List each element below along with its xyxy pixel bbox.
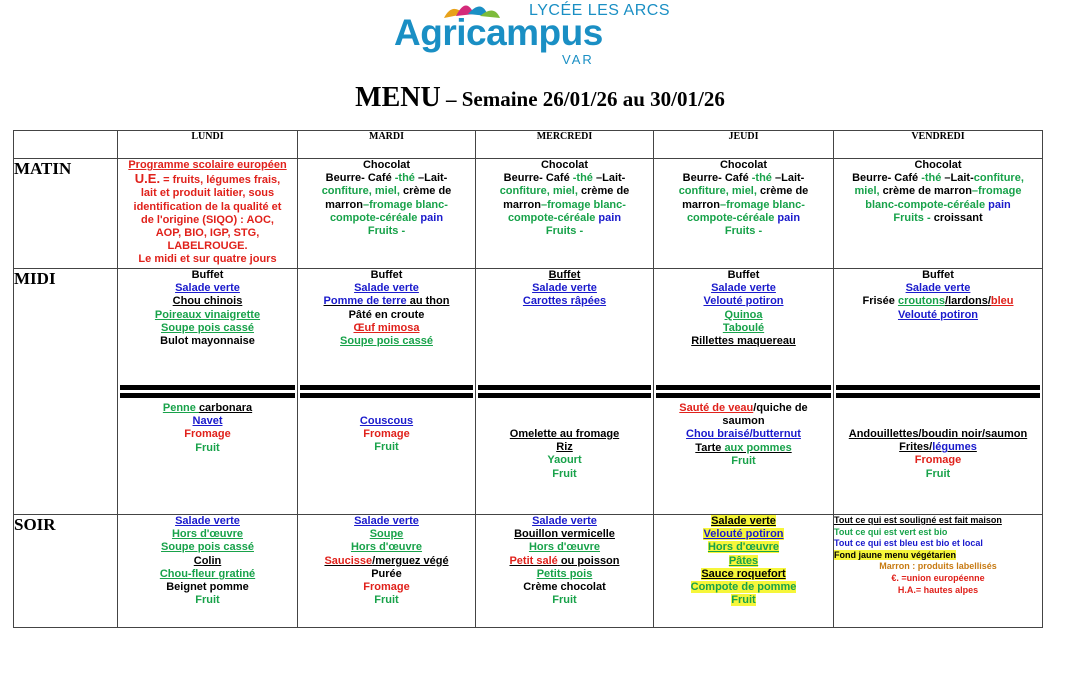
- menu-text: Hors d'œuvre: [707, 541, 780, 554]
- menu-item: Soupe pois cassé: [340, 335, 433, 348]
- menu-item: Salade verte: [905, 282, 971, 295]
- menu-item: [476, 172, 653, 185]
- menu-item: de l'origine (SIQO) : AOC,: [141, 213, 274, 226]
- menu-item: [654, 541, 833, 554]
- menu-item: Chou braisé/butternut: [686, 428, 801, 441]
- menu-text: confiture, miel,: [321, 185, 403, 198]
- menu-text: pain: [598, 211, 622, 224]
- menu-item: Carottes râpées: [522, 295, 607, 308]
- menu-item: [476, 555, 653, 568]
- midi-row: [14, 269, 1043, 515]
- midi-entrees: [298, 269, 475, 381]
- menu-item: Fruit: [374, 441, 399, 454]
- menu-item: identification de la qualité et: [133, 200, 282, 213]
- menu-item: Fromage: [363, 581, 410, 594]
- menu-item: Œuf mimosa: [353, 321, 420, 334]
- midi-entrees: [118, 269, 297, 381]
- matin-vendredi: [834, 159, 1043, 269]
- menu-item: Chocolat: [914, 159, 962, 171]
- menu-item: Buffet: [727, 269, 760, 281]
- menu-item: Chocolat: [719, 159, 768, 171]
- menu-item: [476, 199, 653, 212]
- menu-text: crème de: [402, 185, 452, 198]
- row-label-soir: SOIR: [14, 515, 118, 628]
- midi-entrees: [654, 269, 833, 381]
- midi-plats: [654, 399, 833, 468]
- menu-item: Fruit: [925, 467, 951, 480]
- menu-item: [834, 295, 1042, 308]
- menu-item: Crème chocolat: [523, 581, 606, 594]
- menu-text: au thon: [406, 295, 450, 308]
- day-header-lundi: LUNDI: [118, 131, 298, 159]
- corner-cell: [14, 131, 118, 159]
- menu-text: Fruit: [731, 594, 756, 607]
- menu-item: [298, 172, 475, 185]
- menu-item: Hors d'œuvre: [171, 528, 244, 541]
- menu-text: légumes: [932, 441, 977, 454]
- separator-bar: [120, 393, 295, 398]
- menu-text: Pâtes: [728, 554, 759, 567]
- soir-mercredi: [476, 515, 654, 628]
- day-header-vendredi: VENDREDI: [834, 131, 1043, 159]
- menu-text: pain: [420, 211, 444, 224]
- logo-school-name: LYCÉE LES ARCS: [529, 2, 670, 19]
- midi-separator: [654, 381, 833, 399]
- menu-item: Salade verte: [175, 282, 240, 295]
- menu-item: Colin: [193, 554, 222, 567]
- menu-text: –fromage blanc-: [719, 198, 805, 211]
- midi-jeudi: [654, 269, 834, 515]
- menu-text: Fruits -: [893, 211, 934, 224]
- midi-vendredi: [834, 269, 1043, 515]
- menu-text: –Lait-: [774, 172, 805, 185]
- midi-plats: [298, 399, 475, 455]
- menu-item: Hors d'œuvre: [528, 541, 601, 554]
- ue-label: U.E.: [134, 171, 161, 187]
- menu-item: Fruits -: [545, 225, 584, 238]
- menu-item: Chou-fleur gratiné: [159, 567, 256, 580]
- menu-text: -thé: [921, 172, 945, 185]
- menu-item: Quinoa: [724, 308, 763, 321]
- menu-text: aux pommes: [724, 441, 792, 454]
- menu-text: Frisée: [862, 295, 898, 308]
- menu-text: Frites/: [899, 441, 933, 454]
- midi-separator: [834, 381, 1042, 399]
- menu-text: Saucisse: [324, 554, 373, 567]
- menu-text: –fromage: [971, 185, 1022, 198]
- menu-item: Riz: [556, 441, 573, 454]
- menu-item: Buffet: [548, 269, 581, 281]
- menu-text: Beurre- Café: [682, 172, 752, 185]
- day-header-jeudi: JEUDI: [654, 131, 834, 159]
- menu-item: [298, 212, 475, 225]
- menu-text: compote-céréale: [686, 211, 778, 224]
- menu-item: Fromage: [184, 428, 231, 441]
- menu-item: Salade verte: [175, 515, 240, 527]
- matin-mercredi: [476, 159, 654, 269]
- midi-separator: [298, 381, 475, 399]
- menu-text: -thé: [751, 172, 775, 185]
- menu-item: Le midi et sur quatre jours: [138, 253, 277, 266]
- menu-text: marron: [503, 198, 541, 211]
- menu-item: Salade verte: [711, 282, 776, 295]
- menu-item: [834, 212, 1042, 225]
- menu-text: /quiche de: [753, 402, 808, 414]
- menu-item: Fromage: [914, 454, 962, 467]
- midi-plats: [118, 399, 297, 455]
- menu-item: Yaourt: [547, 454, 582, 467]
- menu-item: Bulot mayonnaise: [160, 335, 255, 348]
- menu-text: crème de marron: [882, 185, 972, 198]
- legend-item-bio-local: Tout ce qui est bleu est bio et local: [834, 538, 983, 549]
- menu-text: /merguez végé: [372, 554, 449, 567]
- menu-item: Navet: [192, 415, 223, 428]
- menu-text: compote-céréale: [507, 211, 599, 224]
- menu-item: [654, 528, 833, 541]
- matin-row: [14, 159, 1043, 269]
- menu-item: [654, 212, 833, 225]
- soir-lundi: [118, 515, 298, 628]
- menu-text: /: [987, 295, 991, 308]
- menu-item: Fruit: [552, 467, 577, 480]
- menu-text: –Lait-: [417, 172, 448, 185]
- menu-item: lait et produit laitier, sous: [140, 187, 275, 200]
- separator-bar: [300, 385, 473, 390]
- menu-item: Hors d'œuvre: [350, 541, 423, 554]
- menu-text: miel,: [854, 185, 883, 198]
- menu-text: –fromage blanc-: [362, 198, 448, 211]
- menu-item: [476, 185, 653, 198]
- menu-item: Soupe: [369, 528, 404, 541]
- menu-text: crème de: [580, 185, 630, 198]
- menu-item: Programme scolaire européen: [128, 159, 287, 171]
- menu-text: lardons: [948, 295, 988, 308]
- menu-item: Buffet: [370, 269, 403, 281]
- menu-item: [298, 199, 475, 212]
- menu-item: Chocolat: [540, 159, 589, 171]
- menu-item: Couscous: [359, 415, 414, 427]
- menu-item: Rillettes maquereau: [691, 335, 796, 348]
- menu-item: LABELROUGE.: [167, 240, 248, 253]
- menu-item: [654, 172, 833, 185]
- menu-text: –fromage blanc-: [540, 198, 626, 211]
- menu-item: Velouté potiron: [897, 308, 979, 321]
- menu-item: [654, 515, 833, 528]
- matin-jeudi: [654, 159, 834, 269]
- menu-item: Buffet: [922, 269, 954, 281]
- row-label-matin: MATIN: [14, 159, 118, 269]
- menu-item: [654, 555, 833, 568]
- menu-text: /: [945, 295, 949, 308]
- menu-text: carbonara: [198, 402, 253, 414]
- menu-text: Beurre- Café: [503, 172, 573, 185]
- menu-item: Salade verte: [354, 515, 419, 527]
- menu-text: compote-céréale: [329, 211, 421, 224]
- menu-text: –Lait-: [595, 172, 626, 185]
- legend-item-homemade: Tout ce qui est souligné est fait maison: [834, 515, 1002, 525]
- menu-item: [654, 594, 833, 607]
- menu-text: Compote de pomme: [690, 581, 797, 594]
- legend-item-ha: H.A.= hautes alpes: [897, 584, 979, 595]
- midi-entrees: [476, 269, 653, 381]
- separator-bar: [478, 385, 651, 390]
- menu-item: Taboulé: [722, 321, 765, 334]
- menu-item: Fruits -: [724, 225, 763, 238]
- menu-text: croutons: [897, 295, 946, 308]
- legend-item-bio: Tout ce qui est vert est bio: [834, 526, 948, 537]
- header-row: [14, 131, 1043, 159]
- menu-item: [298, 295, 475, 308]
- menu-item: Salade verte: [532, 515, 597, 527]
- soir-mardi: [298, 515, 476, 628]
- midi-entrees: [834, 269, 1042, 381]
- soir-jeudi: [654, 515, 834, 628]
- midi-separator: [476, 381, 653, 399]
- menu-text: croissant: [933, 211, 983, 224]
- menu-item: [654, 402, 833, 415]
- menu-text: Salade verte: [711, 515, 776, 527]
- menu-text: bleu: [990, 295, 1014, 308]
- title-main: MENU: [355, 82, 441, 113]
- menu-item: [654, 581, 833, 594]
- matin-mardi: [298, 159, 476, 269]
- menu-item: Buffet: [191, 269, 224, 281]
- menu-item: Velouté potiron: [703, 295, 784, 308]
- separator-bar: [656, 385, 831, 390]
- ue-text: = fruits, légumes frais,: [160, 174, 281, 187]
- separator-bar: [478, 393, 651, 398]
- legend-text: Fond jaune menu végétarien: [834, 549, 957, 560]
- menu-item: [298, 185, 475, 198]
- menu-item: Purée: [371, 567, 402, 580]
- menu-text: Velouté potiron: [703, 528, 784, 541]
- midi-mardi: [298, 269, 476, 515]
- menu-text: Petit salé: [509, 554, 558, 567]
- menu-text: Pomme de terre: [323, 295, 407, 308]
- menu-item: Petits pois: [536, 567, 593, 580]
- menu-item: [476, 212, 653, 225]
- menu-item: [654, 185, 833, 198]
- day-header-mercredi: MERCREDI: [476, 131, 654, 159]
- menu-text: Beurre- Café: [325, 172, 395, 185]
- menu-table: [13, 130, 1043, 628]
- menu-item: Omelette au fromage: [509, 428, 620, 440]
- midi-plats: [476, 399, 653, 481]
- menu-text: -thé: [394, 172, 418, 185]
- midi-separator: [118, 381, 297, 399]
- menu-text: marron: [682, 198, 720, 211]
- menu-item: [834, 441, 1042, 454]
- title-week: – Semaine 26/01/26 au 30/01/26: [440, 87, 725, 111]
- menu-item: [118, 402, 297, 415]
- menu-item: Bouillon vermicelle: [514, 528, 615, 541]
- menu-text: pain: [777, 211, 801, 224]
- logo-brand: Agricampus: [394, 12, 603, 53]
- menu-text: ou poisson: [557, 554, 620, 567]
- menu-item: Chou chinois: [172, 295, 243, 308]
- menu-item: Fruit: [374, 594, 399, 607]
- menu-text: confiture, miel,: [678, 185, 760, 198]
- menu-item: [298, 555, 475, 568]
- separator-bar: [836, 385, 1040, 390]
- menu-item: [654, 568, 833, 581]
- menu-text: -thé: [572, 172, 596, 185]
- menu-text: confiture, miel,: [499, 185, 581, 198]
- menu-text: marron: [325, 198, 363, 211]
- soir-row: [14, 515, 1043, 628]
- day-header-mardi: MARDI: [298, 131, 476, 159]
- menu-item: Soupe pois cassé: [161, 541, 254, 554]
- menu-text: Beurre- Café: [852, 172, 922, 185]
- menu-item: Fromage: [363, 428, 410, 441]
- separator-bar: [836, 393, 1040, 398]
- page-title: [0, 82, 1080, 114]
- menu-item: Fruit: [552, 594, 577, 607]
- menu-text: –Lait-: [944, 172, 974, 185]
- menu-text: Tarte: [695, 441, 725, 454]
- menu-text: blanc-compote-céréale: [865, 198, 989, 211]
- menu-item: Pâté en croute: [348, 308, 425, 321]
- legend-item-labelled: Marron : produits labellisés: [879, 561, 997, 572]
- menu-item: Fruit: [731, 454, 756, 467]
- legend-cell: [834, 515, 1043, 628]
- menu-text: pain: [988, 198, 1011, 211]
- legend-item-vegetarian: [834, 550, 1042, 562]
- menu-item: [118, 172, 297, 187]
- menu-item: Soupe pois cassé: [161, 321, 254, 334]
- menu-item: Chocolat: [362, 159, 411, 171]
- menu-item: [654, 442, 833, 455]
- menu-text: Penne: [162, 402, 199, 414]
- menu-item: Salade verte: [354, 282, 419, 295]
- menu-item: Salade verte: [532, 282, 597, 295]
- menu-text: Sauce roquefort: [701, 567, 786, 580]
- menu-item: [654, 199, 833, 212]
- menu-item: saumon: [722, 415, 765, 428]
- separator-bar: [300, 393, 473, 398]
- menu-item: [834, 172, 1042, 185]
- menu-item: [834, 199, 1042, 212]
- menu-item: Poireaux vinaigrette: [154, 308, 261, 321]
- menu-item: Fruits -: [367, 225, 406, 238]
- matin-lundi: [118, 159, 298, 269]
- menu-text: Sauté de veau: [679, 402, 754, 414]
- midi-plats: [834, 399, 1042, 481]
- menu-item: [834, 185, 1042, 198]
- legend-item-eu: €. =union européenne: [891, 572, 985, 583]
- menu-item: Andouillettes/boudin noir/saumon: [848, 428, 1028, 440]
- logo-region: VAR: [562, 52, 594, 67]
- menu-item: Beignet pomme: [166, 581, 249, 594]
- agricampus-logo: [394, 0, 670, 70]
- separator-bar: [120, 385, 295, 390]
- menu-text: crème de: [759, 185, 809, 198]
- row-label-midi: MIDI: [14, 269, 118, 515]
- midi-lundi: [118, 269, 298, 515]
- midi-mercredi: [476, 269, 654, 515]
- separator-bar: [656, 393, 831, 398]
- menu-text: confiture,: [973, 172, 1024, 185]
- menu-item: AOP, BIO, IGP, STG,: [155, 227, 260, 240]
- menu-item: Fruit: [195, 594, 220, 607]
- menu-item: Fruit: [195, 441, 220, 454]
